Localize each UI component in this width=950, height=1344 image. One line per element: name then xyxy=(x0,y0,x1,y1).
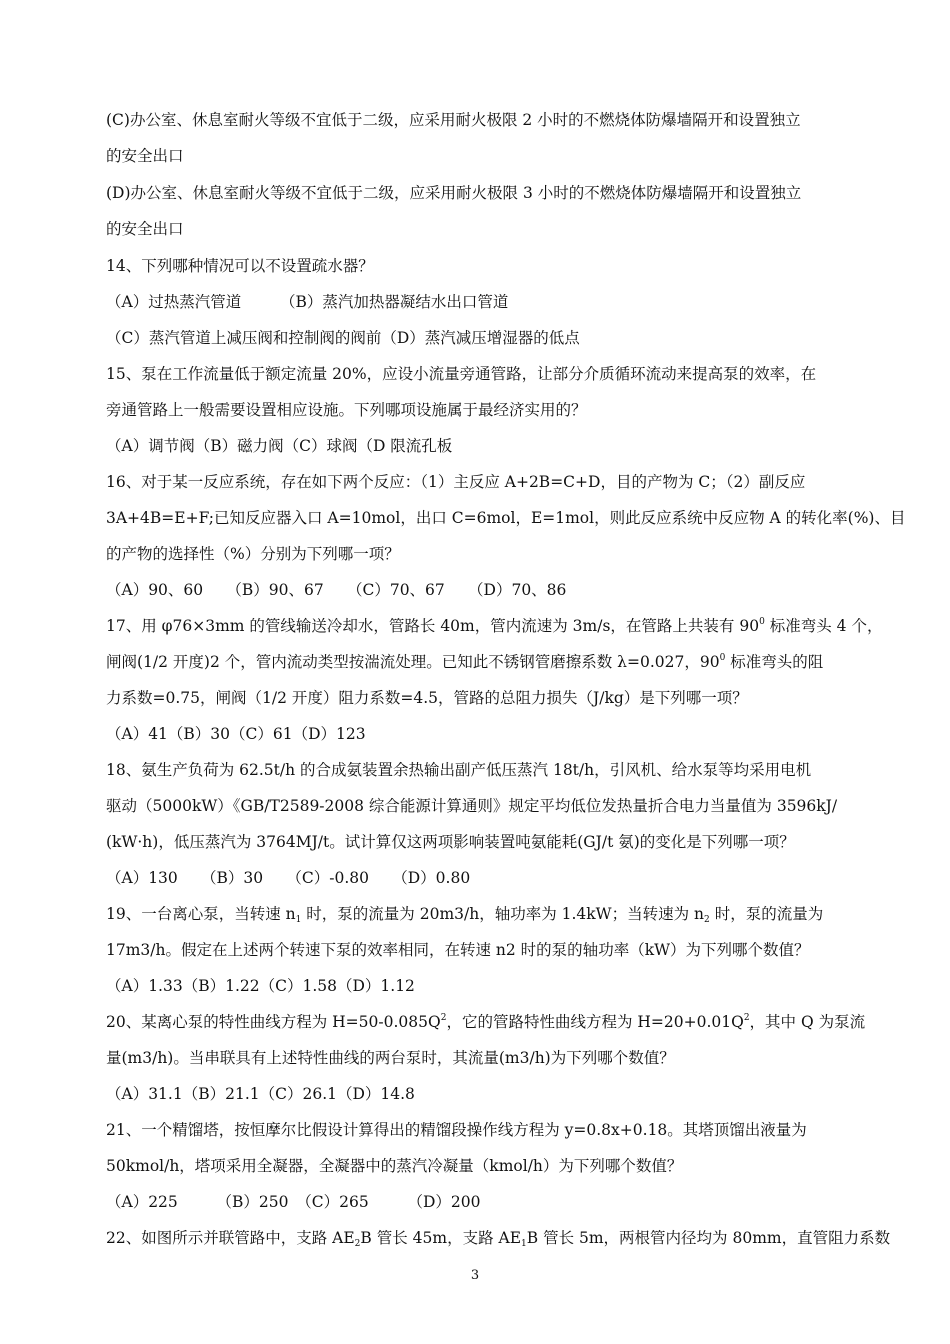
question-18-options: （A）130 （B）30 （C）-0.80 （D）0.80 xyxy=(106,869,471,887)
question-16-cont-2: 的产物的选择性（%）分别为下列哪一项？ xyxy=(106,545,400,563)
question-14-options-1: （A）过热蒸汽管道 （B）蒸汽加热器凝结水出口管道 xyxy=(106,293,509,311)
question-19-options: （A）1.33（B）1.22（C）1.58（D）1.12 xyxy=(106,977,415,995)
question-19: 19、一台离心泵，当转速 $n_1$ 时，泵的流量为 20m3/h，轴功率为 1.4kW；当转速为 $n_2$ 时，泵的流量为 xyxy=(106,905,824,925)
question-20-cont: 量(m3/h)。当串联具有上述特性曲线的两台泵时，其流量(m3/h)为下列哪个数值？ xyxy=(106,1049,675,1067)
question-17-cont-1: 闸阀(1/2 开度)2 个，管内流动类型按湍流处理。已知此不锈钢管磨擦系数 λ=0.027，$90^0$ 标准弯头的阻 xyxy=(106,653,824,671)
question-19-cont: 17m3/h。假定在上述两个转速下泵的效率相同，在转速 n2 时的泵的轴功率（kW）为下列哪个数值？ xyxy=(106,941,810,959)
question-16: 16、对于某一反应系统，存在如下两个反应：（1）主反应 A+2B=C+D，目的产物为 C；（2）副反应 xyxy=(106,473,806,491)
question-21: 21、一个精馏塔，按恒摩尔比假设计算得出的精馏段操作线方程为 y=0.8x+0.18。其塔顶馏出液量为 xyxy=(106,1121,807,1139)
question-16-cont-1: 3A+4B=E+F;已知反应器入口 A=10mol，出口 C=6mol，E=1mol，则此反应系统中反应物 A 的转化率(%)、目 xyxy=(106,509,906,527)
question-21-options: （A）225 （B）250 （C）265 （D）200 xyxy=(106,1193,481,1211)
question-20: 20、某离心泵的特性曲线方程为 $H=50-0.085Q^2$，它的管路特性曲线方程为 $H=20+0.01Q^2$，其中 Q 为泵流 xyxy=(106,1013,866,1031)
question-18-cont-2: (kW·h)，低压蒸汽为 3764MJ/t。试计算仅这两项影响装置吨氨能耗(GJ/t 氨)的变化是下列哪一项？ xyxy=(106,833,795,851)
question-18-cont-1: 驱动（5000kW）《GB/T2589-2008 综合能源计算通则》规定平均低位发热量折合电力当量值为 3596kJ/ xyxy=(106,797,838,815)
question-17: 17、用 φ76×3mm 的管线输送冷却水，管路长 40m，管内流速为 3m/s，在管路上共装有 $90^0$ 标准弯头 4 个， xyxy=(106,617,883,635)
question-21-cont: 50kmol/h，塔项采用全凝器，全凝器中的蒸汽冷凝量（kmol/h）为下列哪个数值？ xyxy=(106,1157,683,1175)
question-17-options: （A）41（B）30（C）61（D）123 xyxy=(106,725,366,743)
question-18: 18、氨生产负荷为 62.5t/h 的合成氨装置余热输出副产低压蒸汽 18t/h，引风机、给水泵等均采用电机 xyxy=(106,761,812,779)
question-14: 14、下列哪种情况可以不设置疏水器？ xyxy=(106,257,374,275)
question-22: 22、如图所示并联管路中，支路 $AE_2B$ 管长 45m，支路 $AE_1B$ 管长 5m，两根管内径均为 80mm，直管阻力系数 xyxy=(106,1229,891,1249)
question-15: 15、泵在工作流量低于额定流量 20%，应设小流量旁通管路，让部分介质循环流动来提高泵的效率，在 xyxy=(106,365,817,383)
option-c-text: (C)办公室、休息室耐火等级不宜低于二级，应采用耐火极限 2 小时的不燃烧体防爆墙隔开和设置独立 xyxy=(106,111,801,129)
question-16-options: （A）90、60 （B）90、67 （C）70、67 （D）70、86 xyxy=(106,581,567,599)
question-15-cont: 旁通管路上一般需要设置相应设施。下列哪项设施属于最经济实用的？ xyxy=(106,401,587,419)
option-d-text: (D)办公室、休息室耐火等级不宜低于二级，应采用耐火极限 3 小时的不燃烧体防爆墙隔开和设置独立 xyxy=(106,184,802,202)
question-20-options: （A）31.1（B）21.1（C）26.1（D）14.8 xyxy=(106,1085,415,1103)
option-c-text-cont: 的安全出口 xyxy=(106,147,184,165)
question-17-cont-2: 力系数=0.75，闸阀（1/2 开度）阻力系数=4.5，管路的总阻力损失（J/kg）是下列哪一项？ xyxy=(106,689,748,707)
question-15-options: （A）调节阀（B）磁力阀（C）球阀（D 限流孔板 xyxy=(106,437,453,455)
option-d-text-cont: 的安全出口 xyxy=(106,220,184,238)
page-number: 3 xyxy=(470,1268,480,1283)
question-14-options-2: （C）蒸汽管道上减压阀和控制阀的阀前（D）蒸汽减压增湿器的低点 xyxy=(106,329,580,347)
